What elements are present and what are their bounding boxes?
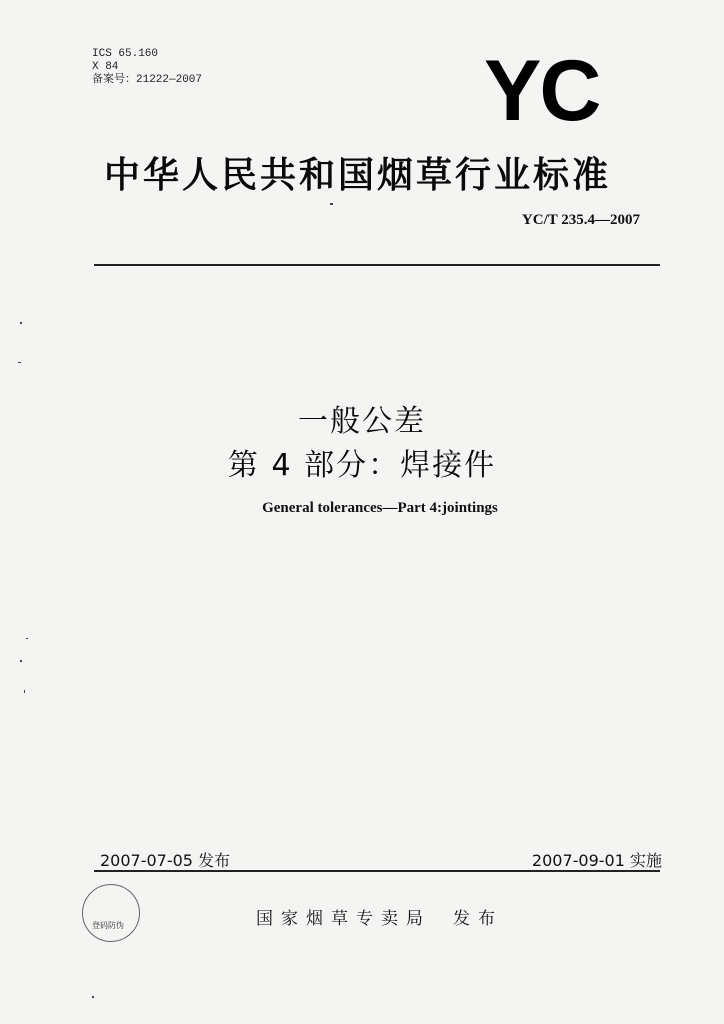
- anti-counterfeit-stamp: [82, 884, 140, 942]
- classification-block: [92, 48, 202, 87]
- issuer-line: [256, 904, 503, 929]
- header-divider: [94, 264, 660, 266]
- scan-speck: [26, 638, 28, 639]
- issuer-action: 发布: [453, 909, 503, 929]
- issuer-name: 国家烟草专卖局: [256, 909, 431, 929]
- scan-speck: [20, 322, 22, 324]
- scan-speck: [24, 690, 25, 693]
- record-number: 备案号：21222—2007: [92, 74, 203, 86]
- scan-speck: [20, 660, 22, 662]
- scan-speck: [18, 362, 21, 363]
- scan-speck: [92, 996, 94, 998]
- standard-category-title: 中华人民共和国烟草行业标准: [104, 155, 612, 196]
- issue-date: 2007-07-05 发布: [100, 851, 231, 870]
- scan-speck: [330, 203, 333, 205]
- title-en: General tolerances—Part 4:jointings: [262, 500, 498, 516]
- title-cn-line1: 一般公差: [298, 404, 426, 439]
- stamp-label: 登码防伪: [92, 921, 124, 930]
- footer-divider: [94, 870, 660, 872]
- yc-logo: YC: [484, 43, 600, 139]
- standard-number: YC/T 235.4—2007: [521, 212, 640, 228]
- title-cn-line2: 第 4 部分：焊接件: [227, 448, 497, 483]
- class-code: X 84: [92, 61, 119, 73]
- ics-code: ICS 65.160: [92, 48, 159, 60]
- implement-date: 2007-09-01 实施: [531, 851, 662, 870]
